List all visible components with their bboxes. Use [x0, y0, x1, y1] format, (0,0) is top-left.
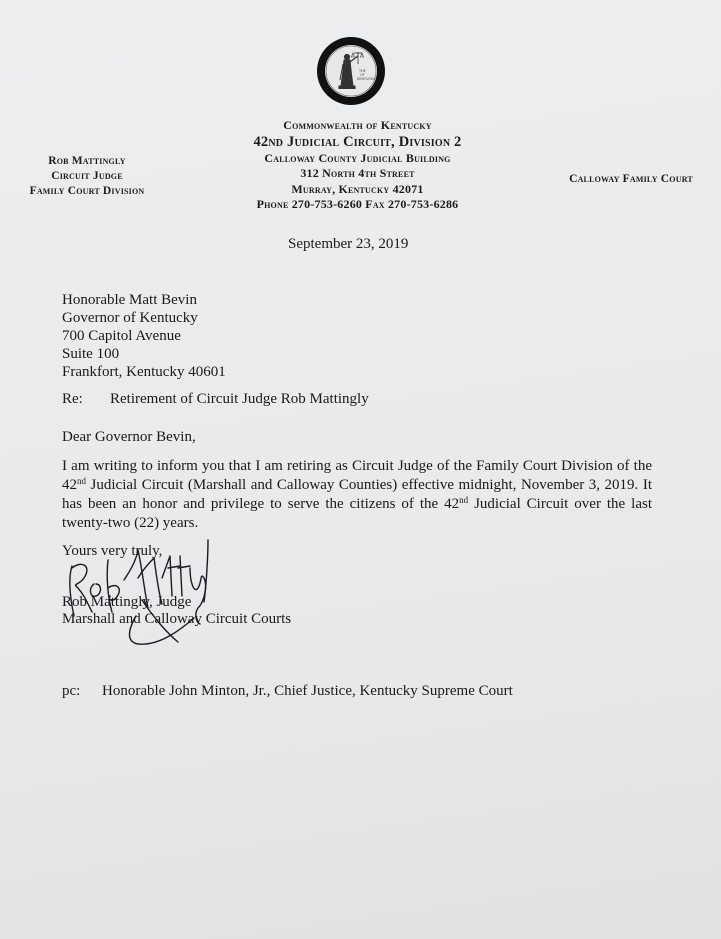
phone-fax: Phone 270-753-6260 Fax 270-753-6286 — [256, 197, 459, 211]
judge-info-block — [22, 154, 152, 199]
judge-division: Family Court Division — [29, 185, 145, 197]
court-address-block — [230, 118, 485, 213]
ordinal-suffix: nd — [77, 476, 86, 486]
svg-text:OF: OF — [360, 73, 365, 77]
recipient-line: 700 Capitol Avenue — [62, 328, 181, 344]
closing: Yours very truly, — [62, 543, 163, 559]
recipient-address — [62, 291, 226, 381]
handwritten-signature — [58, 538, 218, 648]
recipient-line: Suite 100 — [62, 346, 120, 362]
signatory-courts: Marshall and Calloway Circuit Courts — [62, 611, 292, 627]
body-text-part: Judicial Circuit over the last twenty-two (22) years. — [62, 496, 653, 531]
recipient-line: Governor of Kentucky — [62, 310, 198, 326]
street-address: 312 North 4th Street — [300, 166, 415, 180]
cc-recipient: Honorable John Minton, Jr., Chief Justice, Kentucky Supreme Court — [102, 683, 513, 699]
salutation: Dear Governor Bevin, — [62, 429, 196, 445]
kentucky-seal-icon — [316, 36, 386, 106]
body-text-part: Judicial Circuit (Marshall and Calloway Counties) effective midnight, November 3, 2019. It has been an honor and privilege to serve the citizens of the 42 — [62, 477, 652, 512]
ordinal-suffix: nd — [459, 495, 469, 505]
judge-title: Circuit Judge — [51, 170, 123, 182]
svg-text:THE: THE — [359, 69, 366, 73]
subject-label: Re: — [62, 391, 83, 407]
subject-line — [62, 391, 369, 408]
body-paragraph — [62, 457, 652, 533]
cc-label: pc: — [62, 683, 81, 699]
svg-text:KENTUCKY: KENTUCKY — [357, 77, 375, 81]
recipient-line: Honorable Matt Bevin — [62, 292, 197, 308]
court-name: Calloway Family Court — [569, 173, 693, 185]
judge-name: Rob Mattingly — [48, 155, 126, 167]
body-text-part: I am writing to inform you that I am retiring as Circuit Judge of the Family Court Division of the 42 — [62, 458, 652, 493]
signatory-name: Rob Mattingly, Judge — [62, 594, 192, 610]
city-address: Murray, Kentucky 42071 — [291, 181, 424, 196]
recipient-line: Frankfort, Kentucky 40601 — [62, 364, 226, 380]
commonwealth-heading: Commonwealth of Kentucky — [283, 118, 432, 132]
building-name: Calloway County Judicial Building — [264, 150, 451, 165]
circuit-heading: 42nd Judicial Circuit, Division 2 — [253, 133, 462, 150]
carbon-copy-line — [62, 683, 513, 700]
letter-date: September 23, 2019 — [288, 236, 409, 252]
subject-text: Retirement of Circuit Judge Rob Mattingly — [110, 391, 369, 407]
